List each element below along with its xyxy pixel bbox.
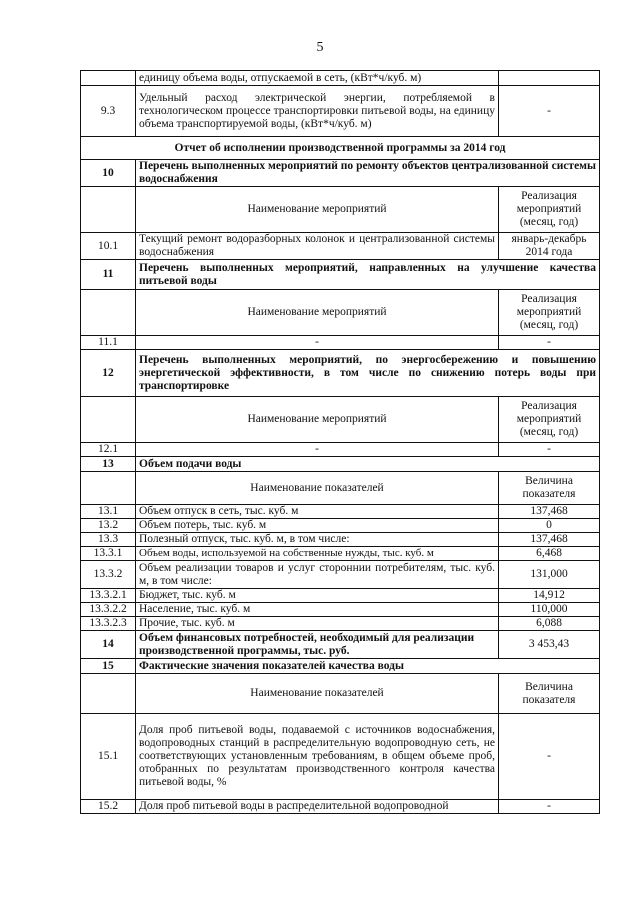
header-row (81, 290, 600, 336)
section-title: Перечень выполненных мероприятий по ремонту объектов централизованной системы водоснабжения (136, 160, 600, 187)
table-row (81, 86, 600, 137)
table-row (81, 589, 600, 603)
row-text: Объем потерь, тыс. куб. м (136, 519, 499, 533)
table-row (81, 71, 600, 86)
row-number: 13.3.2 (81, 561, 136, 589)
row-text: Полезный отпуск, тыс. куб. м, в том числе: (136, 533, 499, 547)
row-number: 13.1 (81, 505, 136, 519)
row-value (499, 71, 600, 86)
row-text: - (136, 336, 499, 350)
table-row (81, 800, 600, 814)
row-text: Объем реализации товаров и услуг стороннии потребителям, тыс. куб. м, в том числе: (136, 561, 499, 589)
row-text: Текущий ремонт водоразборных колонок и централизованной системы водоснабжения (136, 233, 499, 260)
row-text: Объем отпуск в сеть, тыс. куб. м (136, 505, 499, 519)
header-impl: Величина показателя (499, 674, 600, 714)
header-number-cell (81, 187, 136, 233)
row-value: 137,468 (499, 505, 600, 519)
row-text: Население, тыс. куб. м (136, 603, 499, 617)
header-name: Наименование показателей (136, 674, 499, 714)
table-row (81, 505, 600, 519)
header-row (81, 187, 600, 233)
row-value: - (499, 336, 600, 350)
section-row (81, 260, 600, 290)
section-title: Перечень выполненных мероприятий, по энергосбережению и повышению энергетической эффективности, в том числе по снижению потерь воды при транспортировке (136, 350, 600, 397)
row-text: единицу объема воды, отпускаемой в сеть, (кВт*ч/куб. м) (136, 71, 499, 86)
row-number: 15.2 (81, 800, 136, 814)
row-text: Бюджет, тыс. куб. м (136, 589, 499, 603)
row-value: январь-декабрь 2014 года (499, 233, 600, 260)
table-row (81, 533, 600, 547)
row-value: - (499, 800, 600, 814)
table-row (81, 519, 600, 533)
report-table (80, 70, 600, 814)
section-title: Объем финансовых потребностей, необходимый для реализации производственной программы, тыс. руб. (136, 631, 499, 659)
section-row (81, 659, 600, 674)
row-number: 15.1 (81, 714, 136, 800)
header-number-cell (81, 397, 136, 443)
section-number: 14 (81, 631, 136, 659)
row-value: - (499, 443, 600, 457)
table-row (81, 603, 600, 617)
header-row (81, 674, 600, 714)
row-text: - (136, 443, 499, 457)
section-number: 15 (81, 659, 136, 674)
header-impl: Реализация мероприятий (месяц, год) (499, 397, 600, 443)
row-number: 10.1 (81, 233, 136, 260)
header-name: Наименование мероприятий (136, 397, 499, 443)
row-value: 3 453,43 (499, 631, 600, 659)
table-row (81, 617, 600, 631)
header-name: Наименование мероприятий (136, 290, 499, 336)
section-row (81, 350, 600, 397)
row-number: 13.3.1 (81, 547, 136, 561)
row-value: 137,468 (499, 533, 600, 547)
header-impl: Величина показателя (499, 472, 600, 505)
row-value: - (499, 86, 600, 137)
section-title: Фактические значения показателей качества воды (136, 659, 600, 674)
row-value: 6,088 (499, 617, 600, 631)
row-text: Доля проб питьевой воды в распределительной водопроводной (136, 800, 499, 814)
row-text: Объем воды, используемой на собственные нужды, тыс. куб. м (136, 547, 499, 561)
header-number-cell (81, 674, 136, 714)
section-title: Объем подачи воды (136, 457, 600, 472)
row-number: 13.3 (81, 533, 136, 547)
header-impl: Реализация мероприятий (месяц, год) (499, 187, 600, 233)
section-row (81, 457, 600, 472)
row-value: 131,000 (499, 561, 600, 589)
row-number: 13.3.2.1 (81, 589, 136, 603)
section-row (81, 160, 600, 187)
row-number: 13.3.2.2 (81, 603, 136, 617)
section-number: 12 (81, 350, 136, 397)
row-number: 11.1 (81, 336, 136, 350)
section-number: 13 (81, 457, 136, 472)
table-row (81, 233, 600, 260)
header-name: Наименование показателей (136, 472, 499, 505)
report-title-row (81, 137, 600, 160)
header-row (81, 397, 600, 443)
section-number: 10 (81, 160, 136, 187)
table-row (81, 547, 600, 561)
row-number: 12.1 (81, 443, 136, 457)
row-value: - (499, 714, 600, 800)
row-number: 9.3 (81, 86, 136, 137)
row-value: 110,000 (499, 603, 600, 617)
header-name: Наименование мероприятий (136, 187, 499, 233)
report-title: Отчет об исполнении производственной программы за 2014 год (81, 137, 600, 160)
row-text: Доля проб питьевой воды, подаваемой с источников водоснабжения, водопроводных станций в распределительную водопроводную сеть, не соответствующих установленным требованиям, в общем объеме проб, отобранных по результатам производственного контроля качества питьевой воды, % (136, 714, 499, 800)
row-text: Прочие, тыс. куб. м (136, 617, 499, 631)
row-number: 13.3.2.3 (81, 617, 136, 631)
section-title: Перечень выполненных мероприятий, направленных на улучшение качества питьевой воды (136, 260, 600, 290)
row-number: 13.2 (81, 519, 136, 533)
header-number-cell (81, 472, 136, 505)
table-row (81, 561, 600, 589)
page-number: 5 (316, 40, 324, 55)
header-row (81, 472, 600, 505)
header-number-cell (81, 290, 136, 336)
row-value: 6,468 (499, 547, 600, 561)
row-value: 14,912 (499, 589, 600, 603)
row-number-cell (81, 71, 136, 86)
table-row (81, 336, 600, 350)
row-text: Удельный расход электрической энергии, потребляемой в технологическом процессе транспортировки питьевой воды, на единицу объема транспортируемой воды, (кВт*ч/куб. м) (136, 86, 499, 137)
table-row (81, 443, 600, 457)
row-value: 0 (499, 519, 600, 533)
section-number: 11 (81, 260, 136, 290)
table-row (81, 714, 600, 800)
section-row (81, 631, 600, 659)
header-impl: Реализация мероприятий (месяц, год) (499, 290, 600, 336)
